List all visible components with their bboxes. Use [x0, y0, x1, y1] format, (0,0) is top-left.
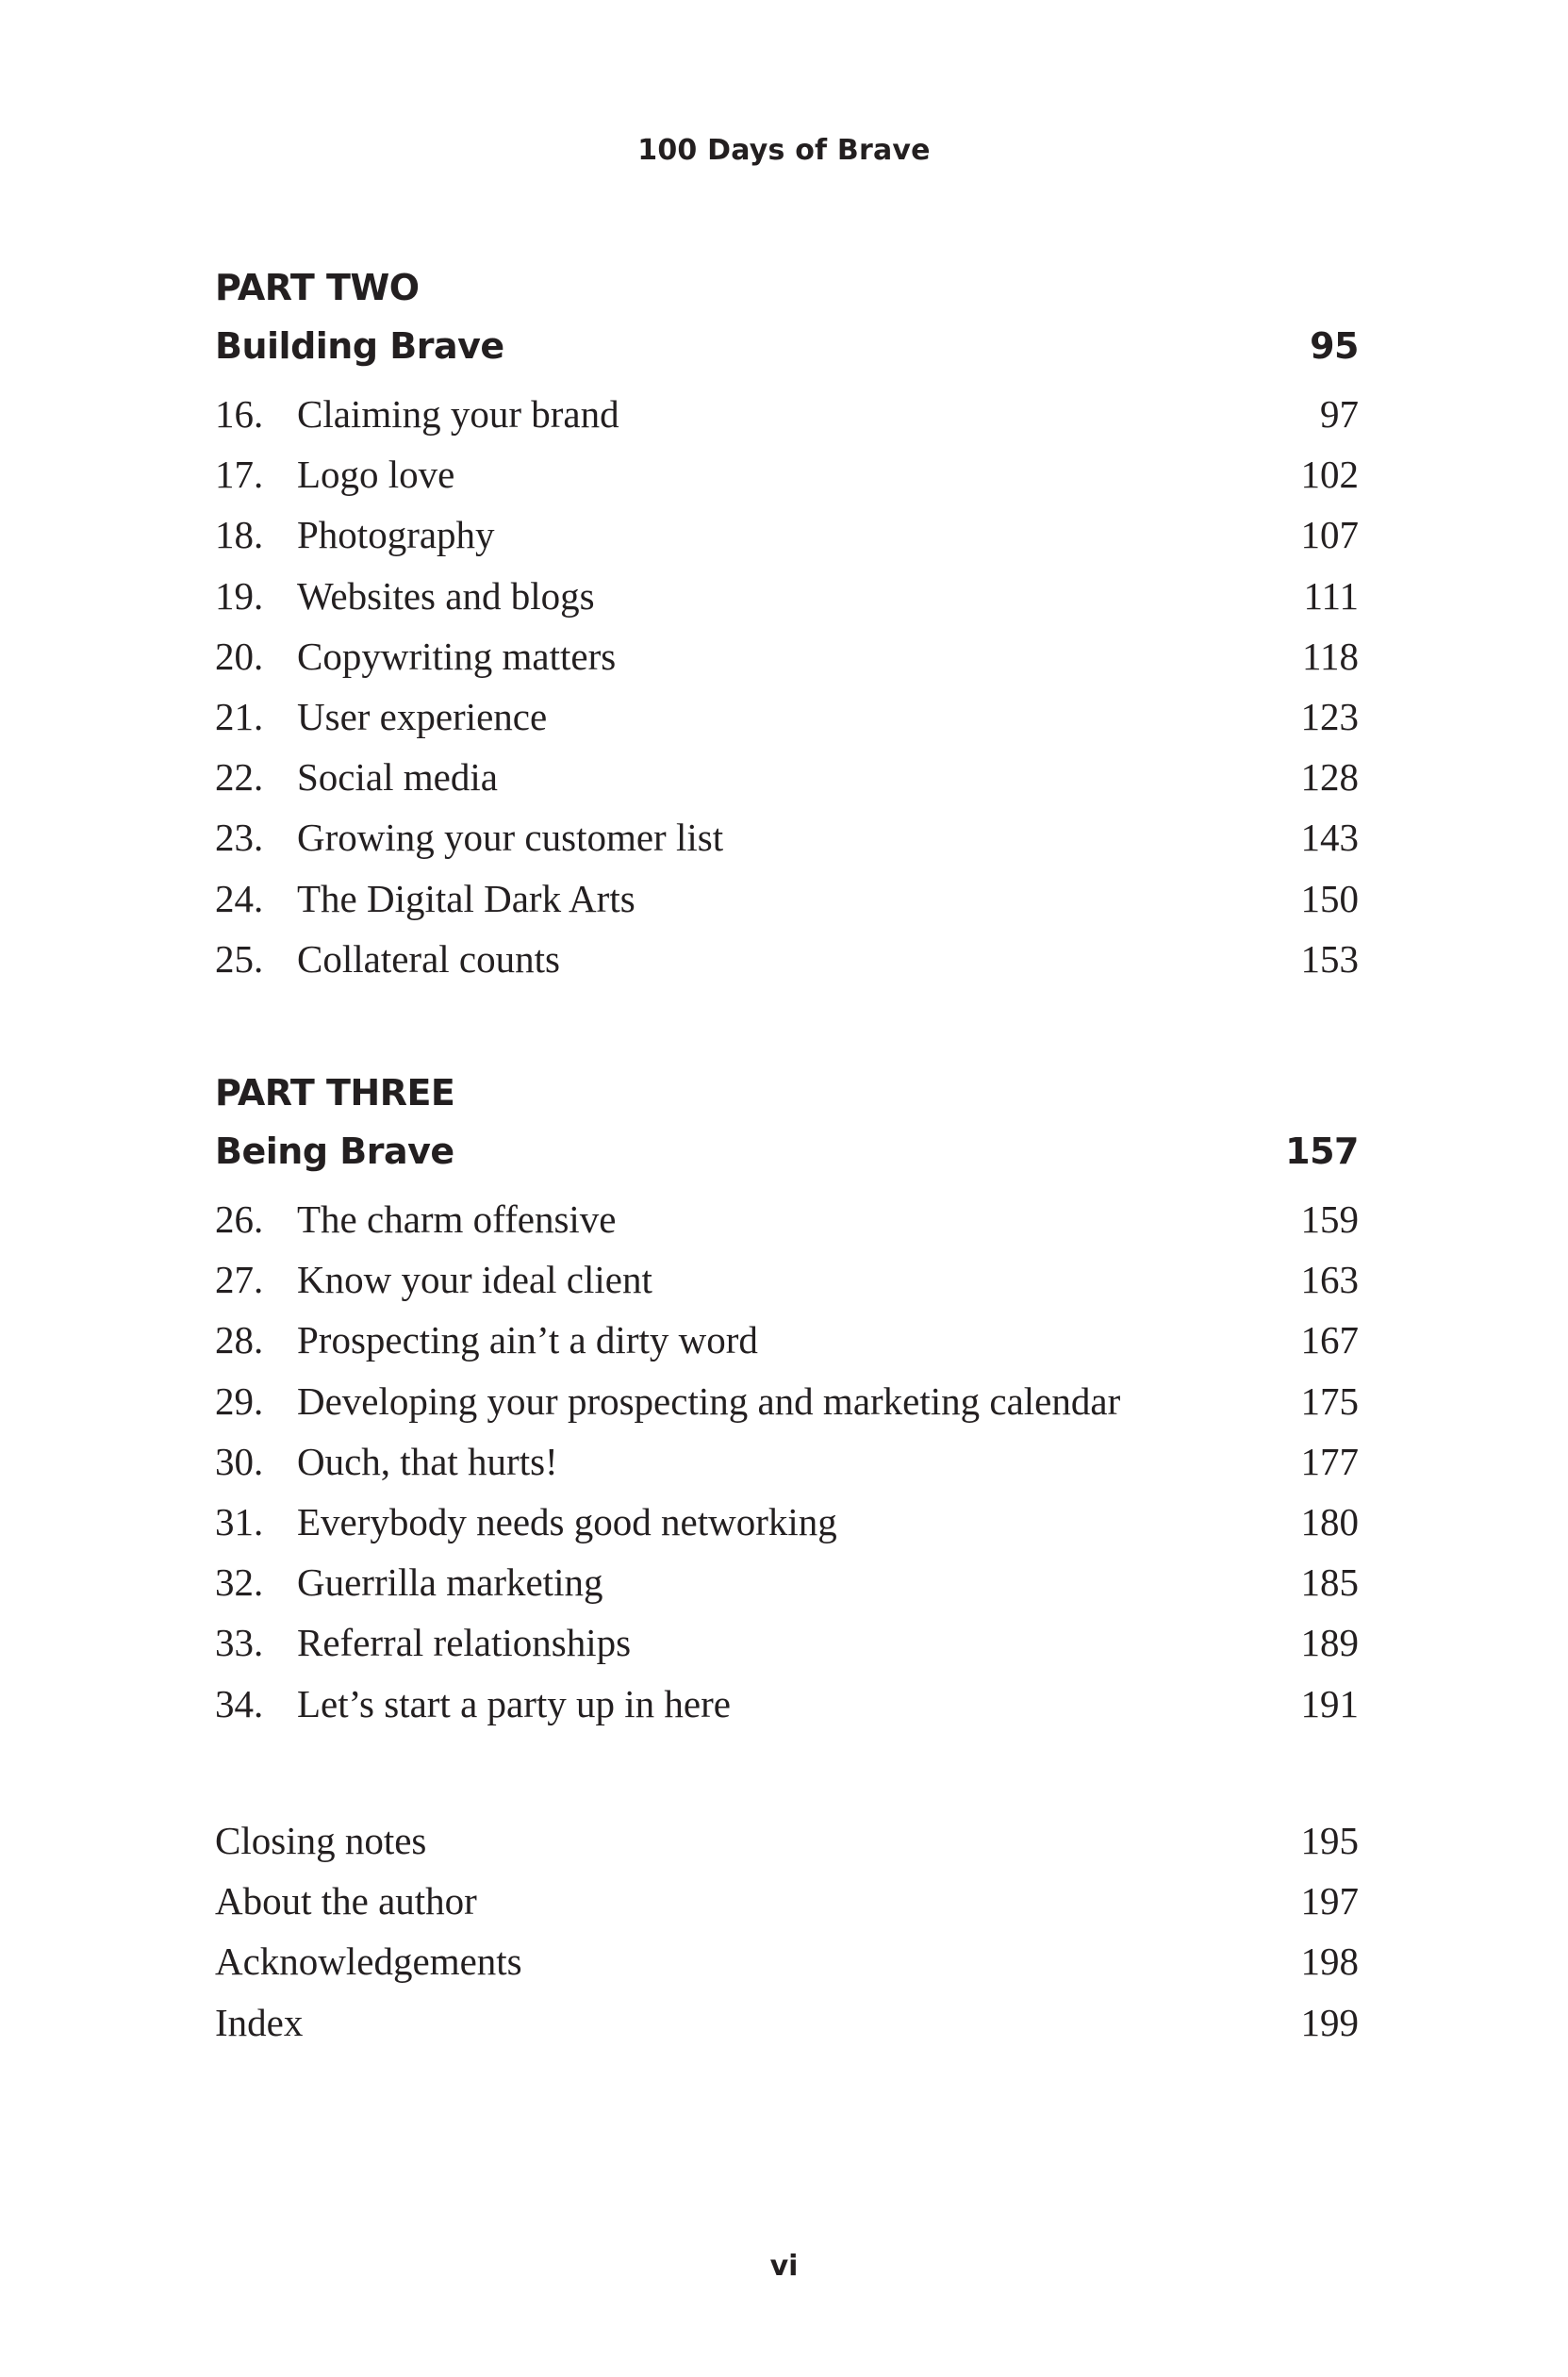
- page-number: 177: [1300, 1439, 1359, 1483]
- page-number: 163: [1300, 1258, 1359, 1302]
- chapter-list: [215, 390, 1359, 996]
- chapter-number: 30.: [215, 1439, 264, 1483]
- chapter-title: Referral relationships: [297, 1621, 632, 1665]
- page-number: 111: [1303, 573, 1359, 618]
- toc-entry: [215, 1256, 1359, 1316]
- toc-entry: [215, 1316, 1359, 1377]
- chapter-number: 32.: [215, 1560, 264, 1605]
- page-number: 198: [1300, 1940, 1359, 1984]
- part-page-number: 95: [1310, 325, 1359, 367]
- toc-entry: [215, 1498, 1359, 1559]
- part-two-section: [215, 264, 1359, 996]
- page-number: 118: [1302, 634, 1359, 678]
- chapter-title: Photography: [297, 513, 495, 557]
- part-label: PART THREE: [215, 1072, 455, 1114]
- toc-entry: [215, 875, 1359, 935]
- page-number: 159: [1300, 1197, 1359, 1241]
- toc-entry: [215, 511, 1359, 571]
- page-number: 123: [1300, 694, 1359, 738]
- page-number: 167: [1300, 1318, 1359, 1362]
- part-title-row: [215, 322, 1359, 370]
- page-number: 102: [1300, 453, 1359, 497]
- part-page-number: 157: [1285, 1131, 1359, 1172]
- toc-entry: [215, 1559, 1359, 1619]
- chapter-number: 34.: [215, 1681, 264, 1725]
- part-three-section: [215, 1069, 1359, 1741]
- backmatter-title: Index: [215, 2000, 304, 2044]
- page-number: 191: [1300, 1681, 1359, 1725]
- chapter-number: 17.: [215, 453, 264, 497]
- chapter-title: Know your ideal client: [297, 1258, 652, 1302]
- page-number: 199: [1300, 2000, 1359, 2044]
- chapter-number: 25.: [215, 936, 264, 981]
- chapter-number: 31.: [215, 1499, 264, 1543]
- chapter-title: Guerrilla marketing: [297, 1560, 603, 1605]
- toc-entry: [215, 1196, 1359, 1256]
- chapter-number: 29.: [215, 1378, 264, 1423]
- chapter-title: Logo love: [297, 453, 455, 497]
- chapter-title: Growing your customer list: [297, 816, 724, 860]
- chapter-title: Let’s start a party up in here: [297, 1681, 731, 1725]
- page-number: 175: [1300, 1378, 1359, 1423]
- part-label: PART TWO: [215, 267, 420, 308]
- page-number: 197: [1300, 1879, 1359, 1923]
- chapter-number: 18.: [215, 513, 264, 557]
- page-number: 180: [1300, 1499, 1359, 1543]
- chapter-number: 22.: [215, 755, 264, 800]
- page-number: 128: [1300, 755, 1359, 800]
- chapter-number: 26.: [215, 1197, 264, 1241]
- chapter-title: Developing your prospecting and marketing calendar: [297, 1378, 1121, 1423]
- toc-entry: [215, 1619, 1359, 1679]
- chapter-title: Everybody needs good networking: [297, 1499, 837, 1543]
- chapter-number: 16.: [215, 392, 264, 436]
- page-number: 150: [1300, 876, 1359, 920]
- chapter-number: 19.: [215, 573, 264, 618]
- toc-entry: [215, 1378, 1359, 1438]
- chapter-number: 20.: [215, 634, 264, 678]
- toc-entry: [215, 693, 1359, 753]
- chapter-number: 28.: [215, 1318, 264, 1362]
- backmatter-title: Closing notes: [215, 1819, 427, 1862]
- chapter-number: 33.: [215, 1621, 264, 1665]
- toc-entry: [215, 1680, 1359, 1741]
- chapter-number: 27.: [215, 1258, 264, 1302]
- page-number: 195: [1300, 1819, 1359, 1862]
- backmatter-list: [215, 1817, 1359, 2059]
- chapter-title: Websites and blogs: [297, 573, 595, 618]
- toc-entry: [215, 814, 1359, 874]
- chapter-title: Social media: [297, 755, 498, 800]
- chapter-title: Ouch, that hurts!: [297, 1439, 558, 1483]
- toc-entry: [215, 1817, 1359, 1877]
- chapter-title: Collateral counts: [297, 936, 560, 981]
- toc-entry: [215, 1938, 1359, 1998]
- page-number: 189: [1300, 1621, 1359, 1665]
- page-number: 153: [1300, 936, 1359, 981]
- part-title: Being Brave: [215, 1131, 454, 1172]
- page-number: 97: [1320, 392, 1359, 436]
- toc-entry: [215, 1999, 1359, 2059]
- toc-entry: [215, 753, 1359, 814]
- chapter-title: Prospecting ain’t a dirty word: [297, 1318, 758, 1362]
- toc-entry: [215, 633, 1359, 693]
- part-title: Building Brave: [215, 325, 504, 367]
- backmatter-title: About the author: [215, 1879, 477, 1923]
- page-number: 143: [1300, 816, 1359, 860]
- toc-entry: [215, 451, 1359, 511]
- page-number: 107: [1300, 513, 1359, 557]
- chapter-title: The Digital Dark Arts: [297, 876, 635, 920]
- chapter-title: The charm offensive: [297, 1197, 617, 1241]
- chapter-list: [215, 1196, 1359, 1741]
- backmatter-title: Acknowledgements: [215, 1940, 522, 1984]
- toc-entry: [215, 1877, 1359, 1938]
- running-head: 100 Days of Brave: [637, 134, 931, 167]
- page-number: 185: [1300, 1560, 1359, 1605]
- chapter-title: Copywriting matters: [297, 634, 617, 678]
- page-folio: vi: [769, 2250, 799, 2283]
- toc-entry: [215, 390, 1359, 451]
- toc-entry: [215, 572, 1359, 633]
- chapter-number: 24.: [215, 876, 264, 920]
- toc-entry: [215, 1438, 1359, 1498]
- chapter-title: User experience: [297, 694, 548, 738]
- toc-entry: [215, 935, 1359, 996]
- chapter-title: Claiming your brand: [297, 392, 619, 436]
- chapter-number: 23.: [215, 816, 264, 860]
- chapter-number: 21.: [215, 694, 264, 738]
- part-title-row: [215, 1128, 1359, 1175]
